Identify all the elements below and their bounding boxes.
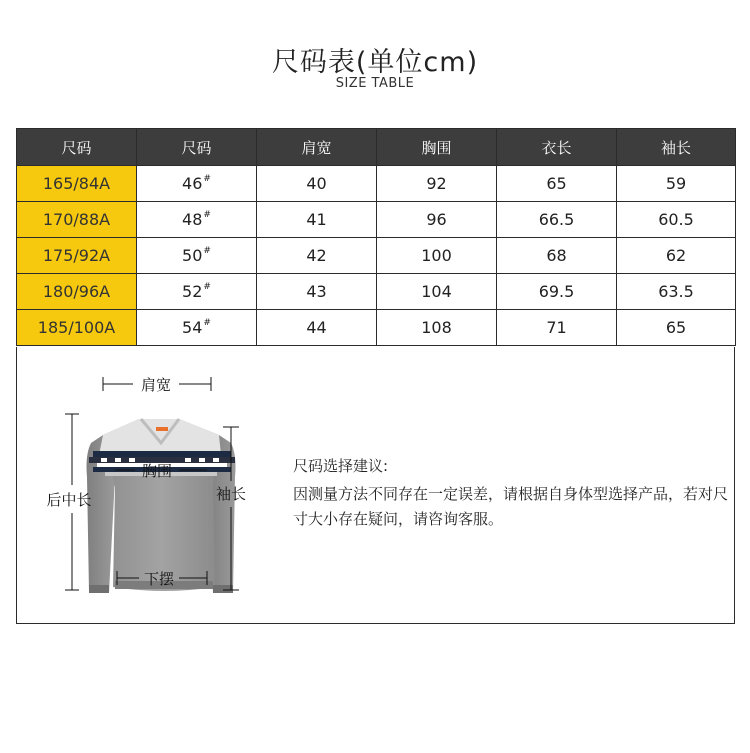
column-header-length: 衣长	[497, 129, 617, 166]
size-label-cell: 175/92A	[17, 238, 137, 274]
hem-label: 下摆	[143, 570, 175, 588]
size-mark: #	[203, 210, 211, 220]
sleeve-cell: 62	[617, 238, 736, 274]
shoulder-cell: 43	[257, 274, 377, 310]
length-cell: 71	[497, 310, 617, 346]
size-mark: #	[203, 246, 211, 256]
chest-cell: 100	[377, 238, 497, 274]
size-number-cell	[137, 166, 257, 202]
shoulder-cell: 44	[257, 310, 377, 346]
shoulder-cell: 41	[257, 202, 377, 238]
size-mark: #	[203, 282, 211, 292]
page-subtitle: SIZE TABLE	[335, 76, 415, 91]
size-number-cell	[137, 202, 257, 238]
column-header-size: 尺码	[137, 129, 257, 166]
size-mark: #	[203, 174, 211, 184]
size-mark: #	[203, 318, 211, 328]
table-row	[17, 274, 736, 310]
column-header-chest: 胸围	[377, 129, 497, 166]
advice-text: 因测量方法不同存在一定误差，请根据自身体型选择产品，若对尺寸大小存在疑问，请咨询客服。	[293, 485, 729, 528]
column-header-shoulder: 肩宽	[257, 129, 377, 166]
shoulder-cell: 42	[257, 238, 377, 274]
shoulder-label: 肩宽	[140, 376, 172, 394]
body-length-label: 后中长	[46, 491, 92, 509]
length-cell: 65	[497, 166, 617, 202]
size-number-cell	[137, 274, 257, 310]
size-number: 46	[182, 174, 203, 193]
size-label-cell: 170/88A	[17, 202, 137, 238]
page-title: 尺码表(单位cm)	[271, 47, 479, 78]
size-table	[16, 128, 736, 346]
chest-cell: 104	[377, 274, 497, 310]
size-number-cell	[137, 310, 257, 346]
size-label-cell: 180/96A	[17, 274, 137, 310]
sleeve-cell: 63.5	[617, 274, 736, 310]
table-row	[17, 202, 736, 238]
chest-cell: 96	[377, 202, 497, 238]
sleeve-cell: 65	[617, 310, 736, 346]
table-row	[17, 310, 736, 346]
table-row	[17, 238, 736, 274]
chest-cell: 92	[377, 166, 497, 202]
length-cell: 69.5	[497, 274, 617, 310]
table-row	[17, 166, 736, 202]
size-number: 52	[182, 282, 203, 301]
length-cell: 66.5	[497, 202, 617, 238]
chest-cell: 108	[377, 310, 497, 346]
sleeve-cell: 59	[617, 166, 736, 202]
sweater-image	[87, 419, 236, 593]
size-number: 54	[182, 318, 203, 337]
length-cell: 68	[497, 238, 617, 274]
size-label-cell: 165/84A	[17, 166, 137, 202]
column-header-sleeve: 袖长	[617, 129, 736, 166]
table-header-row	[17, 129, 736, 166]
measurement-panel	[16, 347, 735, 624]
size-number: 50	[182, 246, 203, 265]
sleeve-label: 袖长	[215, 485, 247, 503]
shoulder-cell: 40	[257, 166, 377, 202]
size-number-cell	[137, 238, 257, 274]
column-header-size-label: 尺码	[17, 129, 137, 166]
sweater-measurement-diagram	[17, 347, 277, 623]
chest-label: 胸围	[141, 462, 173, 480]
size-label-cell: 185/100A	[17, 310, 137, 346]
advice-title: 尺码选择建议:	[293, 457, 389, 475]
sleeve-cell: 60.5	[617, 202, 736, 238]
size-number: 48	[182, 210, 203, 229]
